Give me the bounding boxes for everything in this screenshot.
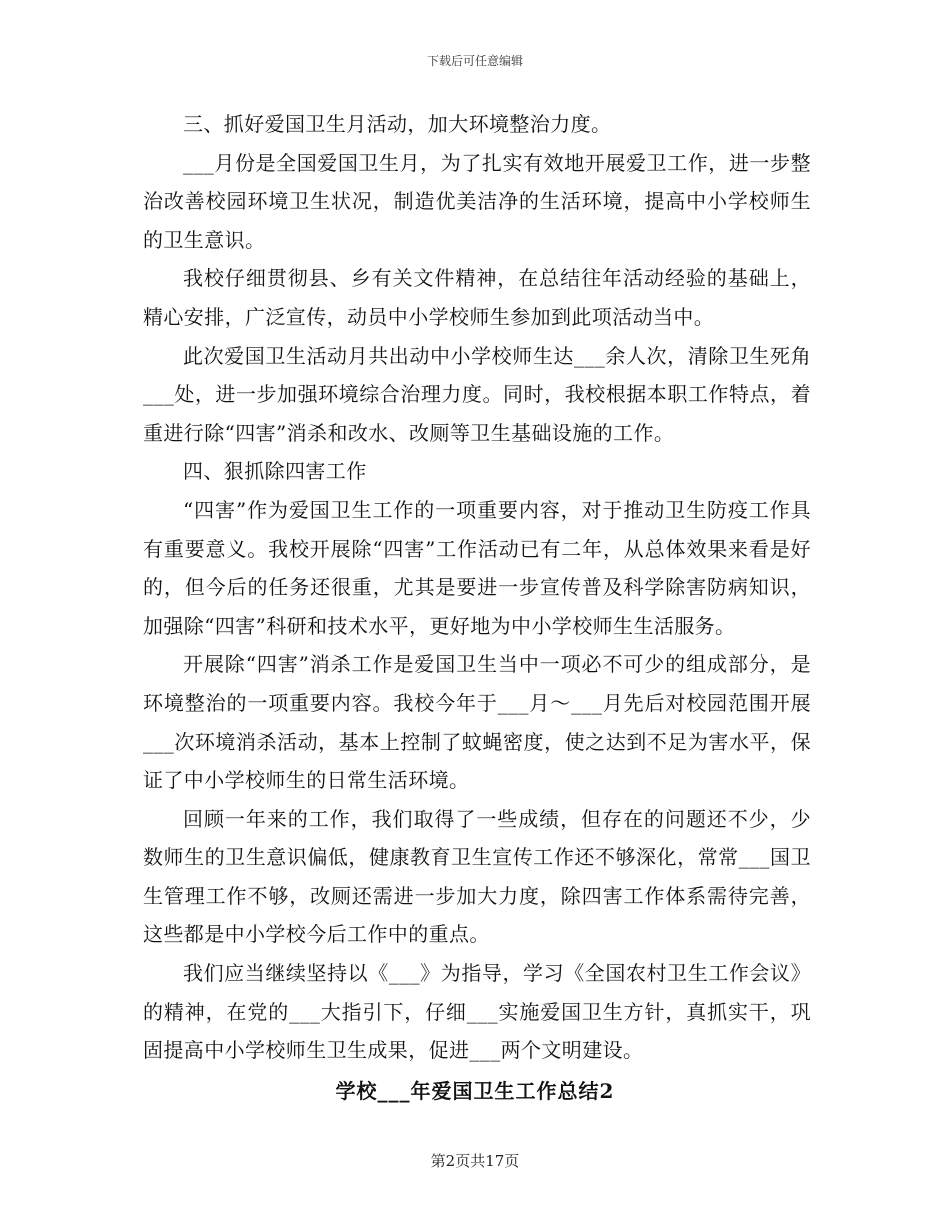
paragraph: “四害”作为爱国卫生工作的一项重要内容，对于推动卫生防疫工作具有重要意义。我校开展除“四害”工作活动已有二年，从总体效果来看是好的，但今后的任务还很重，尤其是要进一步宣传普及科学除害防病知识，加强除“四害”科研和技术水平，更好地为中小学校师生生活服务。 bbox=[143, 497, 811, 638]
paragraph: 我校仔细贯彻县、乡有关文件精神，在总结往年活动经验的基础上，精心安排，广泛宣传，动员中小学校师生参加到此项活动当中。 bbox=[143, 266, 811, 329]
paragraph: 此次爱国卫生活动月共出动中小学校师生达___余人次，清除卫生死角___处，进一步加强环境综合治理力度。同时，我校根据本职工作特点，着重进行除“四害”消杀和改水、改厕等卫生基础设施的工作。 bbox=[143, 343, 811, 445]
section-heading-4: 四、狠抓除四害工作 bbox=[183, 459, 367, 484]
paragraph: 回顾一年来的工作，我们取得了一些成绩，但存在的问题还不少，少数师生的卫生意识偏低，健康教育卫生宣传工作还不够深化，常常___国卫生管理工作不够，改厕还需进一步加大力度，除四害工作体系需待完善，这些都是中小学校今后工作中的重点。 bbox=[143, 806, 811, 947]
paragraph: 开展除“四害”消杀工作是爱国卫生当中一项必不可少的组成部分，是环境整治的一项重要内容。我校今年于___月～___月先后对校园范围开展___次环境消杀活动，基本上控制了蚊蝇密度，使之达到不足为害水平，保证了中小学校师生的日常生活环境。 bbox=[143, 652, 811, 793]
document-body bbox=[143, 105, 811, 1070]
paragraph: ___月份是全国爱国卫生月，为了扎实有效地开展爱卫工作，进一步整治改善校园环境卫生状况，制造优美洁净的生活环境，提高中小学校师生的卫生意识。 bbox=[143, 150, 811, 252]
page-header: 下载后可任意编辑 bbox=[426, 54, 523, 68]
page-footer: 第2页共17页 bbox=[430, 1152, 520, 1170]
section-heading-3: 三、抓好爱国卫生月活动，加大环境整治力度。 bbox=[183, 112, 612, 136]
paragraph: 我们应当继续坚持以《___》为指导，学习《全国农村卫生工作会议》的精神，在党的___大指引下，仔细___实施爱国卫生方针，真抓实干，巩固提高中小学校师生卫生成果，促进___两个文明建设。 bbox=[143, 961, 811, 1063]
document-section-title: 学校___年爱国卫生工作总结2 bbox=[335, 1079, 615, 1103]
